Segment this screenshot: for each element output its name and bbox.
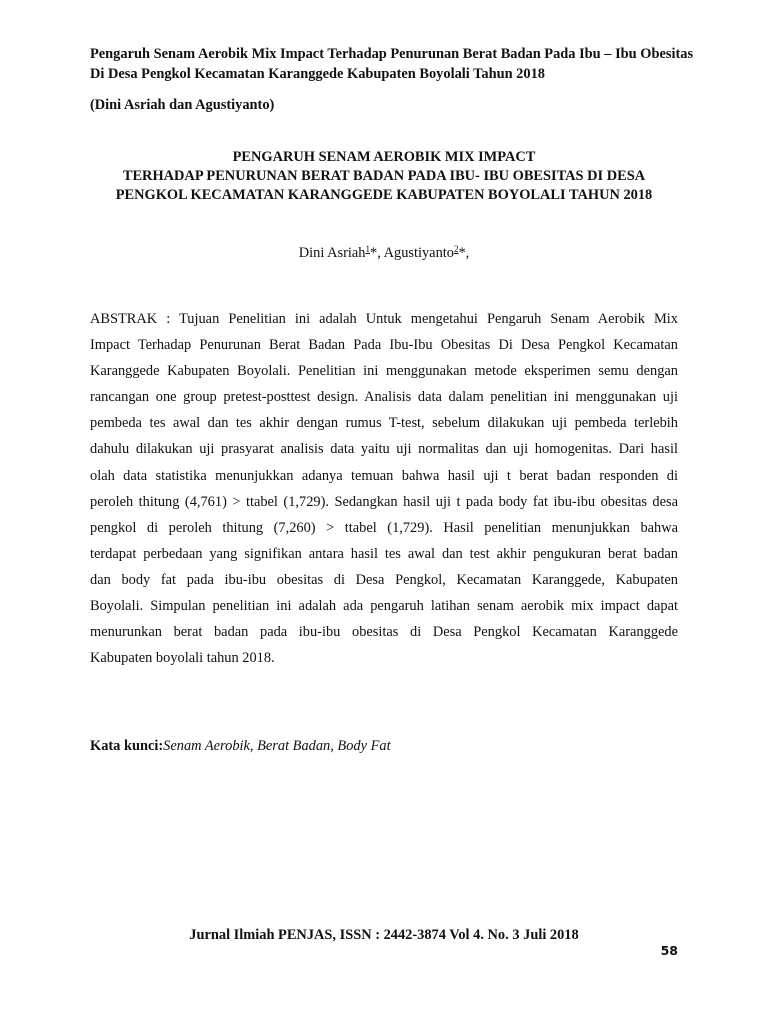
abstract-line: pembeda tes awal dan tes akhir dengan rumus T-test, sebelum dilakukan uji pembeda terlebih: [90, 415, 678, 432]
abstract-line: Karanggede Kabupaten Boyolali. Penelitian ini menggunakan metode eksperimen semu dengan: [90, 363, 678, 380]
paper-title-line-2: TERHADAP PENURUNAN BERAT BADAN PADA IBU- IBU OBESITAS DI DESA: [122, 168, 646, 184]
abstract-line: menurunkan berat badan pada ibu-ibu obesitas di Desa Pengkol Kecamatan Karanggede: [90, 624, 678, 641]
author-1-name: Dini Asriah: [298, 245, 366, 261]
paper-title: [80, 148, 688, 205]
abstract-line: terdapat perbedaan yang signifikan antara hasil tes awal dan test akhir pengukuran berat badan: [90, 545, 678, 562]
abstract-line: ABSTRAK : Tujuan Penelitian ini adalah Untuk mengetahui Pengaruh Senam Aerobik Mix: [90, 311, 678, 327]
journal-footer: Jurnal Ilmiah PENJAS, ISSN : 2442-3874 Vol 4. No. 3 Juli 2018: [189, 927, 579, 943]
abstract-line: rancangan one group pretest-posttest design. Analisis data dalam penelitian ini menggunakan uji: [90, 389, 678, 406]
abstract-line: pengkol di peroleh thitung (7,260) > ttabel (1,729). Hasil penelitian menunjukkan bahwa: [90, 519, 678, 536]
running-head-line-1: Pengaruh Senam Aerobik Mix Impact Terhadap Penurunan Berat Badan Pada Ibu – Ibu Obesitas: [90, 46, 694, 62]
abstract-line: dan body fat pada ibu-ibu obesitas di Desa Pengkol, Kecamatan Karanggede, Kabupaten: [90, 571, 678, 588]
abstract: [90, 306, 678, 671]
running-head-line-2: Di Desa Pengkol Kecamatan Karanggede Kabupaten Boyolali Tahun 2018: [90, 66, 545, 82]
abstract-line: Impact Terhadap Penurunan Berat Badan Pada Ibu-Ibu Obesitas Di Desa Pengkol Kecamatan: [90, 337, 678, 354]
abstract-line: Kabupaten boyolali tahun 2018.: [90, 650, 275, 667]
abstract-line: Boyolali. Simpulan penelitian ini adalah ada pengaruh latihan senam aerobik mix impact dapat: [90, 598, 678, 615]
author-2-suffix: *,: [458, 245, 470, 261]
keywords-values: Senam Aerobik, Berat Badan, Body Fat: [163, 738, 391, 754]
author-1-suffix: *,: [370, 245, 384, 261]
author-2-affiliation-mark: 2: [453, 244, 459, 254]
author-1-affiliation-mark: 1: [365, 244, 370, 254]
paper-title-line-3: PENGKOL KECAMATAN KARANGGEDE KABUPATEN BOYOLALI TAHUN 2018: [115, 187, 653, 203]
author-list: [80, 243, 688, 263]
paper-title-line-1: PENGARUH SENAM AEROBIK MIX IMPACT: [232, 149, 536, 165]
abstract-line: dahulu dilakukan uji prasyarat analisis data yaitu uji normalitas dan uji homogenitas. Dari hasil: [90, 441, 678, 458]
running-head-authors: (Dini Asriah dan Agustiyanto): [90, 97, 275, 113]
page-number: 58: [660, 943, 678, 958]
author-2-name: Agustiyanto: [383, 245, 454, 261]
abstract-line: peroleh thitung (4,761) > ttabel (1,729). Sedangkan hasil uji t pada body fat ibu-ibu obesitas desa: [90, 493, 678, 510]
abstract-line: olah data statistika menunjukkan adanya temuan bahwa hasil uji t berat badan responden di: [90, 467, 678, 484]
keywords-label: Kata kunci:: [90, 738, 164, 754]
running-head: [90, 44, 694, 84]
keywords: [90, 736, 391, 756]
